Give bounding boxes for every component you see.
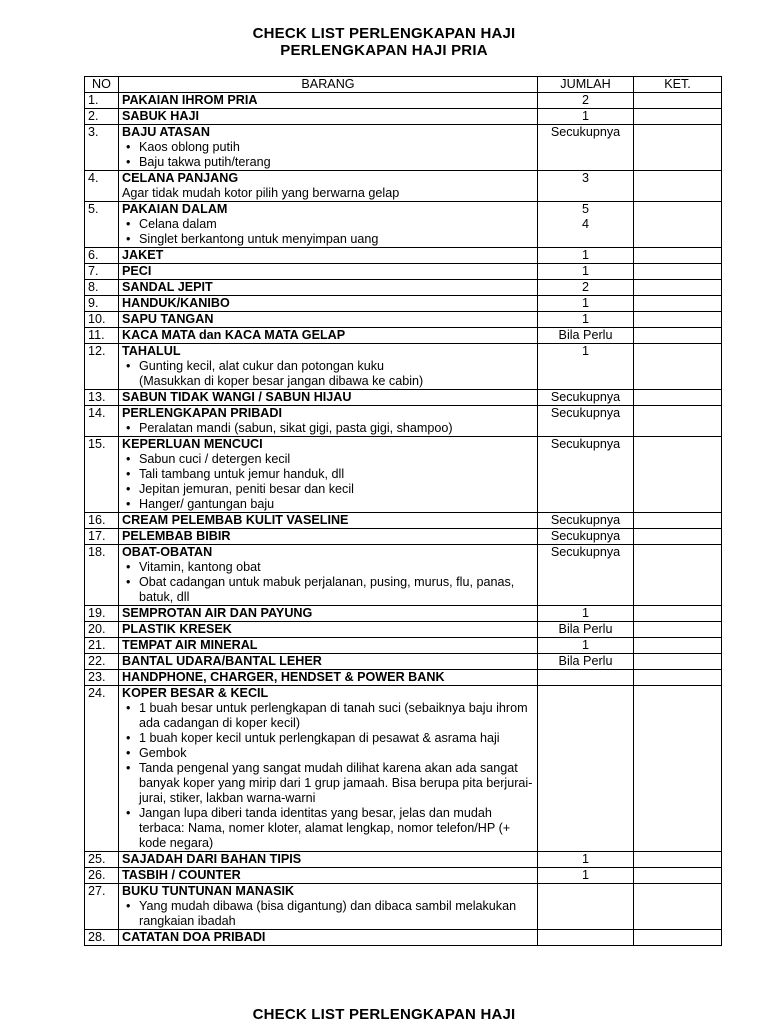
item-cell [119, 390, 538, 406]
table-row [85, 93, 722, 109]
item-name: PELEMBAB BIBIR [122, 529, 231, 543]
row-number: 20. [85, 622, 119, 638]
quantity-cell [538, 280, 634, 296]
note-cell [634, 606, 722, 622]
sub-item: • 1 buah besar untuk perlengkapan di tanah suci (sebaiknya baju ihrom ada cadangan di koper kecil) [139, 701, 534, 731]
item-name: PAKAIAN DALAM [122, 202, 228, 216]
item-cell [119, 202, 538, 248]
row-number: 23. [85, 670, 119, 686]
note-cell [634, 437, 722, 513]
quantity-cell [538, 171, 634, 202]
sub-item-list [122, 899, 534, 929]
sub-item: • Peralatan mandi (sabun, sikat gigi, pasta gigi, shampoo) [139, 421, 534, 436]
quantity-value: Secukupnya [550, 437, 621, 451]
note-cell [634, 852, 722, 868]
item-cell [119, 264, 538, 280]
page-subtitle: PERLENGKAPAN HAJI PRIA [280, 42, 488, 59]
note-cell [634, 529, 722, 545]
quantity-cell [538, 264, 634, 280]
row-number: 11. [85, 328, 119, 344]
table-row [85, 654, 722, 670]
item-cell [119, 638, 538, 654]
table-row [85, 312, 722, 328]
item-cell [119, 930, 538, 946]
note-cell [634, 264, 722, 280]
quantity-value: Secukupnya [550, 529, 621, 543]
row-number: 14. [85, 406, 119, 437]
quantity-value: 1 [581, 344, 589, 358]
item-cell [119, 529, 538, 545]
table-row [85, 930, 722, 946]
quantity-value: 4 [581, 217, 589, 231]
item-cell [119, 93, 538, 109]
sub-item-list [122, 140, 534, 170]
quantity-cell [538, 545, 634, 606]
quantity-value: 1 [581, 264, 589, 278]
item-description: Agar tidak mudah kotor pilih yang berwarna gelap [122, 186, 400, 200]
note-cell [634, 868, 722, 884]
quantity-value: Secukupnya [550, 406, 621, 420]
quantity-cell [538, 868, 634, 884]
row-number: 9. [85, 296, 119, 312]
quantity-cell [538, 686, 634, 852]
sub-item: • Obat cadangan untuk mabuk perjalanan, pusing, murus, flu, panas, batuk, dll [139, 575, 534, 605]
item-cell [119, 852, 538, 868]
row-number: 5. [85, 202, 119, 248]
table-row [85, 622, 722, 638]
next-page-title: CHECK LIST PERLENGKAPAN HAJI [252, 1006, 516, 1023]
note-cell [634, 328, 722, 344]
item-name: CATATAN DOA PRIBADI [122, 930, 266, 944]
quantity-cell [538, 406, 634, 437]
item-name: SEMPROTAN AIR DAN PAYUNG [122, 606, 313, 620]
item-name: TASBIH / COUNTER [122, 868, 241, 882]
table-row [85, 171, 722, 202]
table-row [85, 248, 722, 264]
table-row [85, 437, 722, 513]
quantity-cell [538, 654, 634, 670]
note-cell [634, 109, 722, 125]
item-cell [119, 296, 538, 312]
item-name: KACA MATA dan KACA MATA GELAP [122, 328, 346, 342]
quantity-value: 1 [581, 638, 589, 652]
quantity-cell [538, 344, 634, 390]
item-name: SANDAL JEPIT [122, 280, 213, 294]
quantity-cell [538, 529, 634, 545]
note-cell [634, 654, 722, 670]
quantity-cell [538, 513, 634, 529]
sub-item: • Tali tambang untuk jemur handuk, dll [139, 467, 534, 482]
row-number: 28. [85, 930, 119, 946]
sub-item-list [122, 217, 534, 247]
note-cell [634, 545, 722, 606]
quantity-value: 2 [581, 93, 589, 107]
row-number: 13. [85, 390, 119, 406]
quantity-cell [538, 930, 634, 946]
row-number: 26. [85, 868, 119, 884]
note-cell [634, 390, 722, 406]
table-row [85, 280, 722, 296]
item-cell [119, 171, 538, 202]
table-row [85, 406, 722, 437]
table-row [85, 868, 722, 884]
row-number: 4. [85, 171, 119, 202]
item-cell [119, 406, 538, 437]
item-name: PLASTIK KRESEK [122, 622, 232, 636]
row-number: 22. [85, 654, 119, 670]
row-number: 21. [85, 638, 119, 654]
row-number: 17. [85, 529, 119, 545]
sub-item: • Singlet berkantong untuk menyimpan uang [139, 232, 534, 247]
sub-item: • Baju takwa putih/terang [139, 155, 534, 170]
sub-item: • Celana dalam [139, 217, 534, 232]
item-name: JAKET [122, 248, 164, 262]
sub-item: • Hanger/ gantungan baju [139, 497, 534, 512]
quantity-cell [538, 606, 634, 622]
note-cell [634, 312, 722, 328]
row-number: 27. [85, 884, 119, 930]
item-name: BANTAL UDARA/BANTAL LEHER [122, 654, 322, 668]
quantity-cell [538, 202, 634, 248]
item-name: SAPU TANGAN [122, 312, 214, 326]
item-cell [119, 686, 538, 852]
quantity-value: Secukupnya [550, 125, 621, 139]
item-cell [119, 328, 538, 344]
item-name: PECI [122, 264, 152, 278]
table-row [85, 884, 722, 930]
item-name: PAKAIAN IHROM PRIA [122, 93, 258, 107]
note-cell [634, 622, 722, 638]
quantity-value: 1 [581, 868, 589, 882]
item-cell [119, 125, 538, 171]
table-row [85, 529, 722, 545]
quantity-value: 3 [581, 171, 589, 185]
quantity-cell [538, 125, 634, 171]
item-cell [119, 280, 538, 296]
note-cell [634, 248, 722, 264]
row-number: 19. [85, 606, 119, 622]
note-cell [634, 202, 722, 248]
table-row [85, 606, 722, 622]
item-cell [119, 884, 538, 930]
item-cell [119, 513, 538, 529]
item-cell [119, 606, 538, 622]
table-row [85, 545, 722, 606]
quantity-cell [538, 852, 634, 868]
row-number: 8. [85, 280, 119, 296]
table-row [85, 344, 722, 390]
item-cell [119, 868, 538, 884]
sub-item: • Jepitan jemuran, peniti besar dan kecil [139, 482, 534, 497]
row-number: 7. [85, 264, 119, 280]
quantity-value: Secukupnya [550, 513, 621, 527]
sub-item: • Gunting kecil, alat cukur dan potongan kuku (Masukkan di koper besar jangan dibawa ke cabin) [139, 359, 534, 389]
table-row [85, 202, 722, 248]
note-cell [634, 171, 722, 202]
note-cell [634, 930, 722, 946]
quantity-cell [538, 248, 634, 264]
row-number: 18. [85, 545, 119, 606]
table-row [85, 264, 722, 280]
sub-item: • Jangan lupa diberi tanda identitas yang besar, jelas dan mudah terbaca: Nama, nomer kloter, alamat lengkap, nomor telefon/HP (+ kode negara) [139, 806, 534, 851]
header-ket: KET. [634, 77, 722, 93]
row-number: 15. [85, 437, 119, 513]
row-number: 16. [85, 513, 119, 529]
row-number: 3. [85, 125, 119, 171]
quantity-value: 1 [581, 606, 589, 620]
note-cell [634, 670, 722, 686]
item-cell [119, 545, 538, 606]
quantity-value: Secukupnya [550, 390, 621, 404]
item-name: SAJADAH DARI BAHAN TIPIS [122, 852, 302, 866]
sub-item-list [122, 560, 534, 605]
sub-item-list [122, 452, 534, 512]
item-name: TEMPAT AIR MINERAL [122, 638, 258, 652]
sub-item-list [122, 701, 534, 851]
checklist-table [84, 76, 722, 946]
table-row [85, 296, 722, 312]
table-row [85, 638, 722, 654]
header-jumlah: JUMLAH [538, 77, 634, 93]
quantity-value: 2 [581, 280, 589, 294]
item-name: CREAM PELEMBAB KULIT VASELINE [122, 513, 349, 527]
item-cell [119, 670, 538, 686]
table-row [85, 109, 722, 125]
sub-item: • Kaos oblong putih [139, 140, 534, 155]
item-cell [119, 248, 538, 264]
item-cell [119, 437, 538, 513]
row-number: 12. [85, 344, 119, 390]
note-cell [634, 638, 722, 654]
sub-item: • Gembok [139, 746, 534, 761]
table-row [85, 125, 722, 171]
quantity-cell [538, 93, 634, 109]
item-cell [119, 654, 538, 670]
note-cell [634, 406, 722, 437]
item-name: HANDUK/KANIBO [122, 296, 230, 310]
sub-item: • Yang mudah dibawa (bisa digantung) dan dibaca sambil melakukan rangkaian ibadah [139, 899, 534, 929]
row-number: 1. [85, 93, 119, 109]
sub-item-list [122, 421, 534, 436]
quantity-value: Bila Perlu [558, 622, 613, 636]
sub-item: • 1 buah koper kecil untuk perlengkapan di pesawat & asrama haji [139, 731, 534, 746]
item-name: SABUN TIDAK WANGI / SABUN HIJAU [122, 390, 352, 404]
sub-item: • Sabun cuci / detergen kecil [139, 452, 534, 467]
quantity-value: Bila Perlu [558, 328, 613, 342]
page-title: CHECK LIST PERLENGKAPAN HAJI [252, 25, 516, 42]
quantity-value: 5 [581, 202, 589, 216]
quantity-cell [538, 109, 634, 125]
table-row [85, 390, 722, 406]
header-barang: BARANG [119, 77, 538, 93]
quantity-value: Secukupnya [550, 545, 621, 559]
quantity-cell [538, 296, 634, 312]
table-row [85, 328, 722, 344]
note-cell [634, 344, 722, 390]
note-cell [634, 884, 722, 930]
table-row [85, 852, 722, 868]
item-name: SABUK HAJI [122, 109, 199, 123]
header-no: NO [85, 77, 119, 93]
quantity-value: 1 [581, 296, 589, 310]
item-cell [119, 312, 538, 328]
quantity-cell [538, 390, 634, 406]
item-cell [119, 344, 538, 390]
row-number: 2. [85, 109, 119, 125]
item-name: HANDPHONE, CHARGER, HENDSET & POWER BANK [122, 670, 445, 684]
item-name: KEPERLUAN MENCUCI [122, 437, 263, 451]
note-cell [634, 296, 722, 312]
note-cell [634, 93, 722, 109]
item-name: BUKU TUNTUNAN MANASIK [122, 884, 295, 898]
row-number: 10. [85, 312, 119, 328]
quantity-cell [538, 670, 634, 686]
table-row [85, 513, 722, 529]
item-name: CELANA PANJANG [122, 171, 239, 185]
sub-item: • Vitamin, kantong obat [139, 560, 534, 575]
quantity-cell [538, 312, 634, 328]
table-header-row [85, 77, 722, 93]
item-name: TAHALUL [122, 344, 181, 358]
note-cell [634, 125, 722, 171]
quantity-cell [538, 622, 634, 638]
note-cell [634, 513, 722, 529]
row-number: 6. [85, 248, 119, 264]
item-name: BAJU ATASAN [122, 125, 210, 139]
item-name: KOPER BESAR & KECIL [122, 686, 269, 700]
quantity-value: 1 [581, 312, 589, 326]
item-cell [119, 622, 538, 638]
note-cell [634, 686, 722, 852]
quantity-value: 1 [581, 109, 589, 123]
table-row [85, 670, 722, 686]
quantity-value: Bila Perlu [558, 654, 613, 668]
quantity-cell [538, 638, 634, 654]
sub-item: • Tanda pengenal yang sangat mudah dilihat karena akan ada sangat banyak koper yang mirip dari 1 grup jamaah. Bisa berupa pita berjurai-jurai, stiker, lakban warna-warni [139, 761, 534, 806]
quantity-cell [538, 884, 634, 930]
note-cell [634, 280, 722, 296]
item-name: PERLENGKAPAN PRIBADI [122, 406, 282, 420]
quantity-value: 1 [581, 248, 589, 262]
row-number: 24. [85, 686, 119, 852]
quantity-cell [538, 328, 634, 344]
table-row [85, 686, 722, 852]
item-cell [119, 109, 538, 125]
quantity-cell [538, 437, 634, 513]
quantity-value: 1 [581, 852, 589, 866]
item-name: OBAT-OBATAN [122, 545, 213, 559]
sub-item-list [122, 359, 534, 389]
row-number: 25. [85, 852, 119, 868]
